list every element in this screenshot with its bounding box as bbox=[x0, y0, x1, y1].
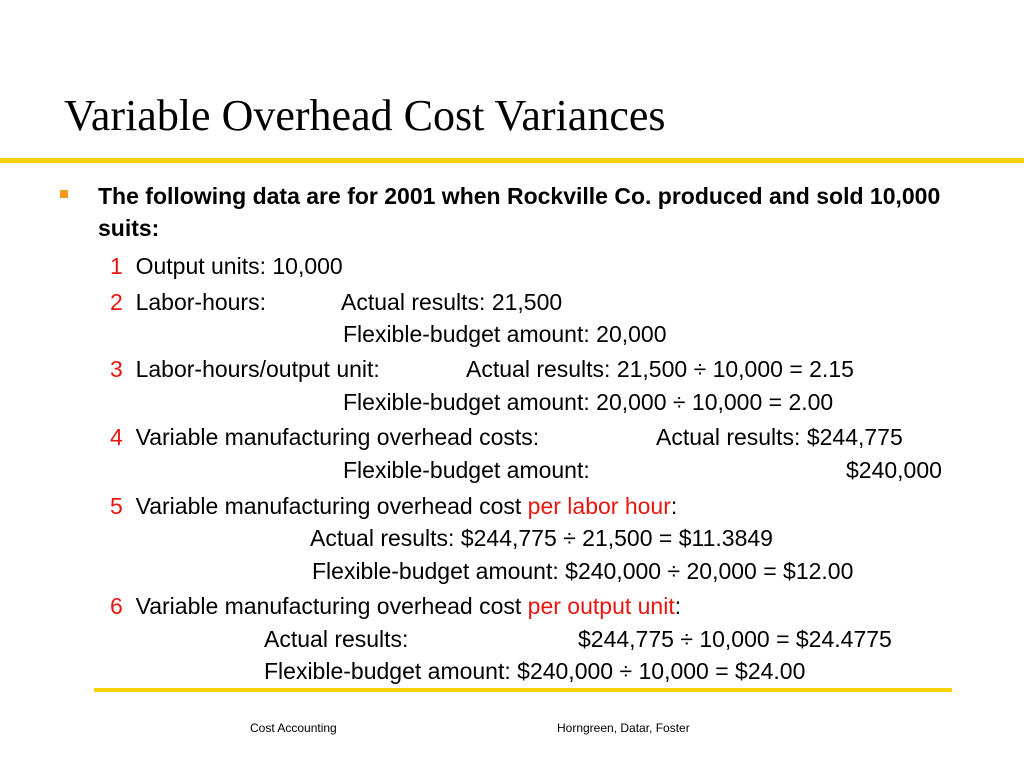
slide-title: Variable Overhead Cost Variances bbox=[64, 91, 666, 140]
footer-right: Horngreen, Datar, Foster bbox=[557, 721, 690, 735]
item-text: Output units: 10,000 bbox=[135, 253, 343, 279]
item-5-budget: Flexible-budget amount: $240,000 ÷ 20,000 = $12.00 bbox=[312, 558, 854, 584]
item-number: 5 bbox=[110, 493, 123, 519]
item-label: Labor-hours: bbox=[135, 289, 266, 315]
item-number: 2 bbox=[110, 289, 123, 315]
item-number: 1 bbox=[110, 253, 123, 279]
item-6-budget: Flexible-budget amount: $240,000 ÷ 10,000 = $24.00 bbox=[264, 658, 806, 684]
item-5-actual: Actual results: $244,775 ÷ 21,500 = $11.3849 bbox=[310, 525, 773, 551]
item-number: 4 bbox=[110, 424, 123, 450]
item-label-highlight: per output unit bbox=[527, 593, 675, 619]
item-number: 6 bbox=[110, 593, 123, 619]
item-label: Variable manufacturing overhead cost bbox=[135, 493, 522, 519]
item-6-actual-label: Actual results: bbox=[264, 626, 409, 652]
item-3-actual: Actual results: 21,500 ÷ 10,000 = 2.15 bbox=[466, 356, 854, 382]
item-1 bbox=[110, 250, 343, 282]
item-4-budget-value: $240,000 bbox=[846, 457, 942, 483]
item-6 bbox=[110, 590, 681, 622]
item-4-budget-label: Flexible-budget amount: bbox=[343, 457, 590, 483]
item-2-budget: Flexible-budget amount: 20,000 bbox=[343, 321, 667, 347]
item-2 bbox=[110, 286, 266, 318]
item-4 bbox=[110, 421, 539, 453]
bottom-rule bbox=[94, 688, 952, 692]
item-label-suffix: : bbox=[670, 493, 678, 519]
item-3 bbox=[110, 353, 380, 385]
item-label-highlight: per labor hour bbox=[527, 493, 671, 519]
item-6-actual-value: $244,775 ÷ 10,000 = $24.4775 bbox=[578, 626, 892, 652]
item-5 bbox=[110, 490, 677, 522]
item-4-actual: Actual results: $244,775 bbox=[656, 424, 903, 450]
item-label-suffix: : bbox=[674, 593, 682, 619]
footer-left: Cost Accounting bbox=[250, 721, 337, 735]
title-underline-rule bbox=[0, 158, 1024, 163]
item-2-actual: Actual results: 21,500 bbox=[341, 289, 563, 315]
bullet-square-icon bbox=[60, 190, 68, 198]
item-3-budget: Flexible-budget amount: 20,000 ÷ 10,000 = 2.00 bbox=[343, 389, 834, 415]
item-number: 3 bbox=[110, 356, 123, 382]
intro-text: The following data are for 2001 when Rockville Co. produced and sold 10,000 suits: bbox=[98, 183, 941, 241]
item-label: Variable manufacturing overhead cost bbox=[135, 593, 522, 619]
item-label: Variable manufacturing overhead costs: bbox=[135, 424, 540, 450]
item-label: Labor-hours/output unit: bbox=[135, 356, 380, 382]
